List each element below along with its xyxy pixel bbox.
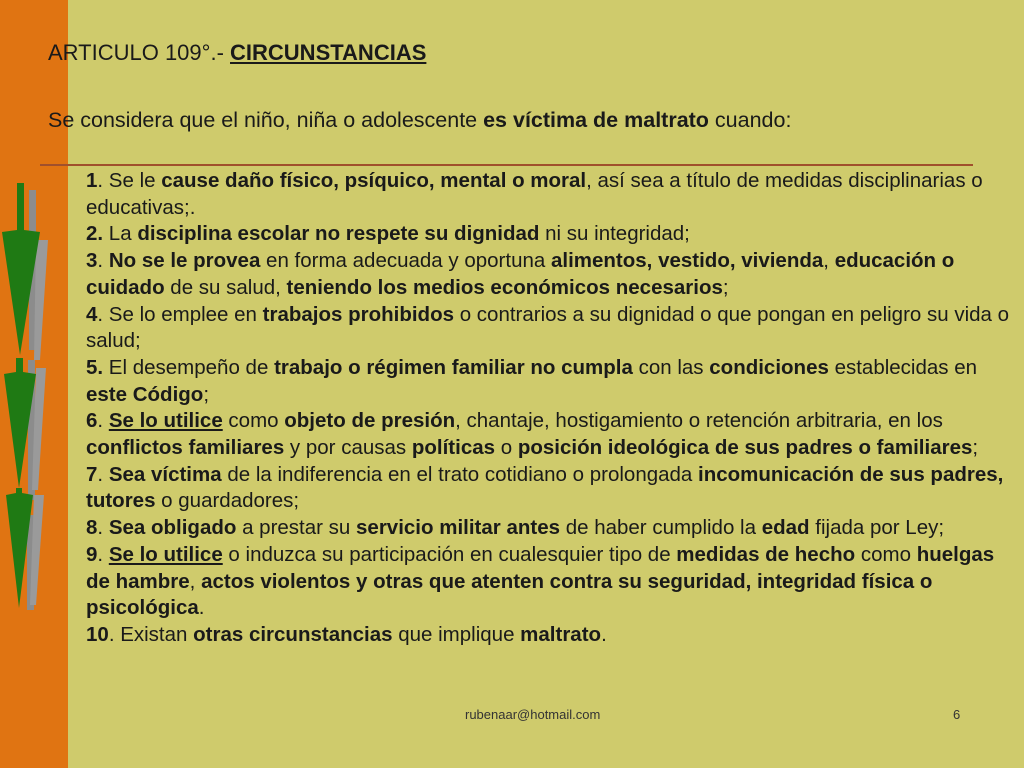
- list-item-bold-text: huelgas de hambre: [86, 542, 995, 593]
- list-item-bold-text: servicio militar antes: [356, 516, 560, 540]
- list-item-text: que implique: [392, 622, 521, 646]
- list-item-text: ,: [189, 569, 202, 593]
- list-item: [86, 408, 1016, 461]
- list-item-bold-text: políticas: [411, 436, 496, 460]
- list-item-bold-text: 10: [86, 622, 109, 646]
- list-item-bold-text: incomunicación de sus padres, tutores: [86, 462, 1004, 513]
- list-item: [86, 355, 1016, 408]
- list-item-bold-text: educación o cuidado: [86, 249, 955, 299]
- list-item-text: fijada por Ley;: [809, 516, 945, 540]
- list-item-text: como: [855, 542, 917, 566]
- list-item-text: , chantaje, hostigamiento o retención arbitraria, en los: [455, 409, 943, 433]
- list-item-bold-text: Sea obligado: [108, 516, 237, 540]
- list-item-text: con las: [632, 355, 710, 379]
- green-arrow-chain-icon: [0, 0, 70, 620]
- list-item-text: .: [97, 249, 109, 273]
- list-item-bold-text: 5.: [86, 355, 104, 379]
- article-title-prefix: ARTICULO 109°.-: [48, 40, 231, 65]
- list-item-bold-text: 3: [86, 249, 98, 273]
- list-item-bold-text: 6: [86, 409, 98, 433]
- list-item-bold-text: 1: [86, 169, 98, 192]
- divider-line: [40, 164, 973, 166]
- intro-sentence: [48, 108, 791, 133]
- list-item-text: de la indiferencia en el trato cotidiano o prolongada: [221, 462, 699, 486]
- list-item-bold-text: 2.: [86, 222, 104, 246]
- intro-bold: es víctima de maltrato: [483, 108, 709, 132]
- list-item-bold-text: alimentos, vestido, vivienda: [550, 249, 824, 273]
- list-item-text: .: [601, 622, 607, 646]
- list-item-text: ni su integridad;: [539, 222, 690, 246]
- page-number: 6: [953, 707, 961, 722]
- list-item-bold-text: cause daño físico, psíquico, mental o moral: [161, 169, 587, 192]
- list-item: [86, 462, 1016, 515]
- list-item-bold-text: actos violentos y otras que atenten contra su seguridad, integridad física o psicológica: [86, 569, 933, 620]
- list-item-text: ;: [203, 382, 210, 406]
- list-item-text: .: [198, 596, 205, 620]
- list-item-text: ;: [972, 436, 979, 460]
- list-item-bold-text: edad: [761, 516, 810, 540]
- list-item-text: o induzca su participación en cualesquier tipo de: [222, 542, 677, 566]
- list-item-text: ;: [722, 275, 729, 299]
- list-item-text: a prestar su: [236, 516, 357, 540]
- list-item-bold-text: Se lo utilice: [108, 409, 223, 433]
- list-item-bold-text: No se le provea: [108, 249, 261, 273]
- intro-after: cuando:: [708, 108, 792, 132]
- list-item-text: o guardadores;: [155, 489, 300, 513]
- list-item-text: establecidas en: [828, 355, 978, 379]
- article-title: [48, 40, 426, 66]
- list-item-bold-text: Sea víctima: [108, 462, 222, 486]
- list-item-text: de haber cumplido la: [560, 516, 762, 540]
- list-item: [86, 248, 1016, 301]
- list-item-bold-text: disciplina escolar no respete su dignidad: [137, 222, 540, 246]
- list-item: [86, 168, 1016, 221]
- list-item-text: o contrarios a su dignidad o que pongan en peligro su vida o salud;: [86, 302, 1010, 353]
- list-item-text: .: [97, 409, 109, 433]
- list-item-bold-text: trabajo o régimen familiar no cumpla: [274, 355, 633, 379]
- list-item-text: ,: [823, 249, 835, 273]
- list-item-text: en forma adecuada y oportuna: [260, 249, 551, 273]
- list-item-text: o: [495, 436, 518, 460]
- list-item-text: .: [97, 542, 109, 566]
- list-item-bold-text: 4: [86, 302, 98, 326]
- footer-email: rubenaar@hotmail.com: [465, 707, 601, 722]
- article-title-keyword: CIRCUNSTANCIAS: [230, 40, 427, 65]
- list-item-text: y por causas: [284, 436, 412, 460]
- list-item-text: . Se le: [97, 169, 162, 192]
- list-item: [86, 515, 1016, 542]
- list-item-text: , así sea a título de medidas disciplinarias o educativas;.: [86, 169, 983, 219]
- list-item: [86, 622, 1016, 649]
- intro-before: Se considera que el niño, niña o adolescente: [48, 108, 484, 132]
- list-item-bold-text: 7: [86, 462, 98, 486]
- list-item-text: de su salud,: [164, 275, 287, 299]
- list-item-bold-text: condiciones: [709, 355, 829, 379]
- list-item-bold-text: 9: [86, 542, 98, 566]
- list-item-bold-text: conflictos familiares: [86, 436, 285, 460]
- list-item-bold-text: este Código: [86, 382, 204, 406]
- list-item: [86, 302, 1016, 355]
- list-item-text: . Existan: [108, 622, 194, 646]
- list-item-bold-text: trabajos prohibidos: [262, 302, 455, 326]
- list-item: [86, 542, 1016, 622]
- list-item-text: como: [222, 409, 285, 433]
- list-item-bold-text: otras circunstancias: [193, 622, 393, 646]
- list-item-bold-text: 8: [86, 516, 98, 540]
- list-item-bold-text: objeto de presión: [284, 409, 456, 433]
- list-item-text: .: [97, 516, 109, 540]
- list-item-text: La: [103, 222, 138, 246]
- list-item-text: .: [97, 462, 109, 486]
- list-item-text: . Se lo emplee en: [97, 302, 263, 326]
- list-item-bold-text: medidas de hecho: [676, 542, 856, 566]
- list-item: [86, 221, 1016, 248]
- list-item-bold-text: teniendo los medios económicos necesarios: [286, 275, 723, 299]
- list-item-bold-text: Se lo utilice: [108, 542, 223, 566]
- list-item-text: El desempeño de: [103, 355, 275, 379]
- circumstances-list: [86, 168, 1016, 649]
- list-item-bold-text: posición ideológica de sus padres o familiares: [517, 436, 973, 460]
- list-item-bold-text: maltrato: [520, 622, 602, 646]
